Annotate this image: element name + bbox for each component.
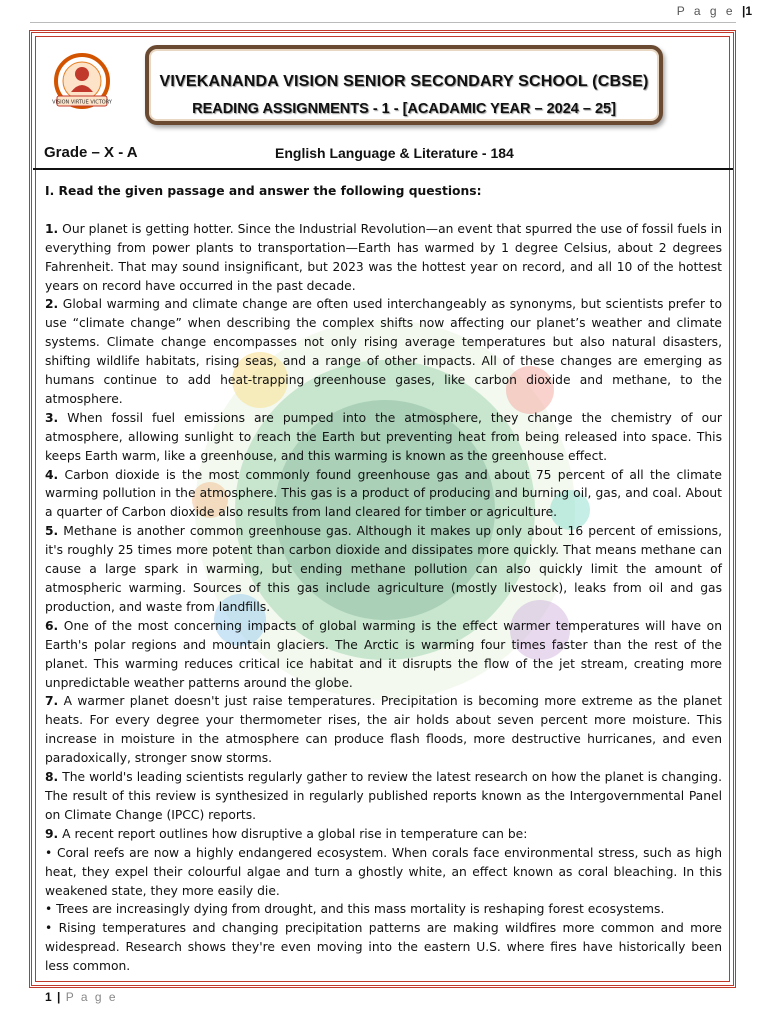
paragraph-8 bbox=[45, 768, 722, 825]
paragraph-5 bbox=[45, 522, 722, 617]
paragraph-7 bbox=[45, 692, 722, 768]
subject-label: English Language & Literature - 184 bbox=[275, 145, 514, 161]
bullet-item: • Rising temperatures and changing precipitation patterns are making wildfires more common and more widespread. Research shows they're even moving into the eastern U.S. where fires have historically been less common. bbox=[45, 921, 722, 974]
footer-page-number: 1 bbox=[45, 990, 52, 1004]
grade-label: Grade – X - A bbox=[44, 144, 138, 161]
grade-rule bbox=[33, 168, 733, 170]
footer-page-label: P a g e bbox=[65, 990, 118, 1004]
paragraph-number: 6. bbox=[45, 618, 59, 633]
paragraph-text: One of the most concerning impacts of global warming is the effect warmer temperatures will have on Earth's polar regions and mountain glaciers. The Arctic is warming four times faster than the rest of the planet. This warming reduces critical ice habitat and it disrupts the flow of the jet stream, creating more unpredictable weather patterns around the globe. bbox=[45, 618, 722, 690]
page-header bbox=[677, 4, 752, 18]
paragraph-1 bbox=[45, 220, 722, 296]
top-rule bbox=[30, 22, 736, 23]
paragraph-number: 1. bbox=[45, 221, 59, 236]
school-name: VIVEKANANDA VISION SENIOR SECONDARY SCHOOL (CBSE) bbox=[159, 73, 649, 90]
paragraph-text: Carbon dioxide is the most commonly found greenhouse gas and about 75 percent of all the climate warming pollution in the atmosphere. This gas is a product of producing and burning oil, gas, and coal. About a quarter of Carbon dioxide also results from land cleared for timber or agriculture. bbox=[45, 467, 722, 520]
paragraph-number: 9. bbox=[45, 826, 59, 841]
passage bbox=[45, 182, 722, 976]
bullet-item: • Trees are increasingly dying from drought, and this mass mortality is reshaping forest ecosystems. bbox=[45, 902, 665, 917]
instruction: I. Read the given passage and answer the following questions: bbox=[45, 184, 482, 198]
paragraph-number: 7. bbox=[45, 694, 59, 709]
school-header bbox=[145, 45, 663, 125]
school-logo-icon bbox=[45, 52, 119, 112]
footer-separator: | bbox=[57, 990, 61, 1004]
paragraph-6 bbox=[45, 617, 722, 693]
assignment-title: READING ASSIGNMENTS - 1 - [ACADAMIC YEAR – 2024 – 25] bbox=[192, 101, 616, 117]
paragraph-text: Our planet is getting hotter. Since the Industrial Revolution—an event that spurred the use of fossil fuels in everything from power plants to transportation—Earth has warmed by 1 degree Celsius, about 2 degrees Fahrenheit. That may sound insignificant, but 2023 was the hottest year on record, and all 10 of the hottest years on record have occurred in the past decade. bbox=[45, 221, 722, 293]
page-label: P a g e bbox=[676, 4, 736, 18]
paragraph-text: A warmer planet doesn't just raise temperatures. Precipitation is becoming more extreme as the planet heats. For every degree your thermometer rises, the air holds about seven percent more moisture. This increase in moisture in the atmosphere can produce flash floods, more destructive hurricanes, and even paradoxically, stronger snow storms. bbox=[45, 694, 722, 766]
paragraph-number: 8. bbox=[45, 770, 59, 785]
paragraph-3 bbox=[45, 409, 722, 466]
paragraph-text: A recent report outlines how disruptive a global rise in temperature can be: bbox=[58, 826, 528, 841]
paragraph-text: Global warming and climate change are often used interchangeably as synonyms, but scientists prefer to use “climate change” when describing the complex shifts now affecting our planet’s weather and climate systems. Climate change encompasses not only rising average temperatures but also natural disasters, shifting wildlife habitats, rising seas, and a range of other impacts. All of these changes are emerging as humans continue to add heat-trapping greenhouse gases, like carbon dioxide and methane, to the atmosphere. bbox=[45, 297, 722, 406]
paragraph-text: Methane is another common greenhouse gas. Although it makes up only about 16 percent of emissions, it's roughly 25 times more potent than carbon dioxide and dissipates more quickly. That means methane can cause a large spark in warming, but ending methane pollution can also quickly limit the amount of atmospheric warming. Sources of this gas include agriculture (mostly livestock), leaks from oil and gas production, and waste from landfills. bbox=[45, 524, 722, 614]
paragraph-text: The world's leading scientists regularly gather to review the latest research on how the planet is changing. The result of this review is synthesized in regularly published reports known as the Intergovernmental Panel on Climate Change (IPCC) reports. bbox=[45, 770, 722, 822]
paragraph-text: When fossil fuel emissions are pumped into the atmosphere, they change the chemistry of our atmosphere, allowing sunlight to reach the Earth but preventing heat from being released into space. This keeps Earth warm, like a greenhouse, and this warming is known as the greenhouse effect. bbox=[45, 410, 722, 463]
page-footer bbox=[45, 990, 118, 1004]
paragraph-number: 5. bbox=[45, 524, 59, 539]
paragraph-2 bbox=[45, 295, 722, 408]
paragraph-number: 2. bbox=[45, 297, 59, 312]
svg-text:VISION VIRTUE VICTORY: VISION VIRTUE VICTORY bbox=[52, 99, 112, 106]
paragraph-4 bbox=[45, 466, 722, 523]
page-number: 1 bbox=[745, 4, 752, 18]
bullet-item: • Coral reefs are now a highly endangered ecosystem. When corals face environmental stress, such as high heat, they expel their colourful algae and turn a ghostly white, an effect known as coral bleaching. In this weakened state, they more easily die. bbox=[45, 845, 722, 898]
page-separator: | bbox=[741, 4, 746, 18]
paragraph-9 bbox=[45, 825, 722, 844]
paragraph-number: 3. bbox=[45, 410, 59, 425]
paragraph-number: 4. bbox=[45, 467, 59, 482]
